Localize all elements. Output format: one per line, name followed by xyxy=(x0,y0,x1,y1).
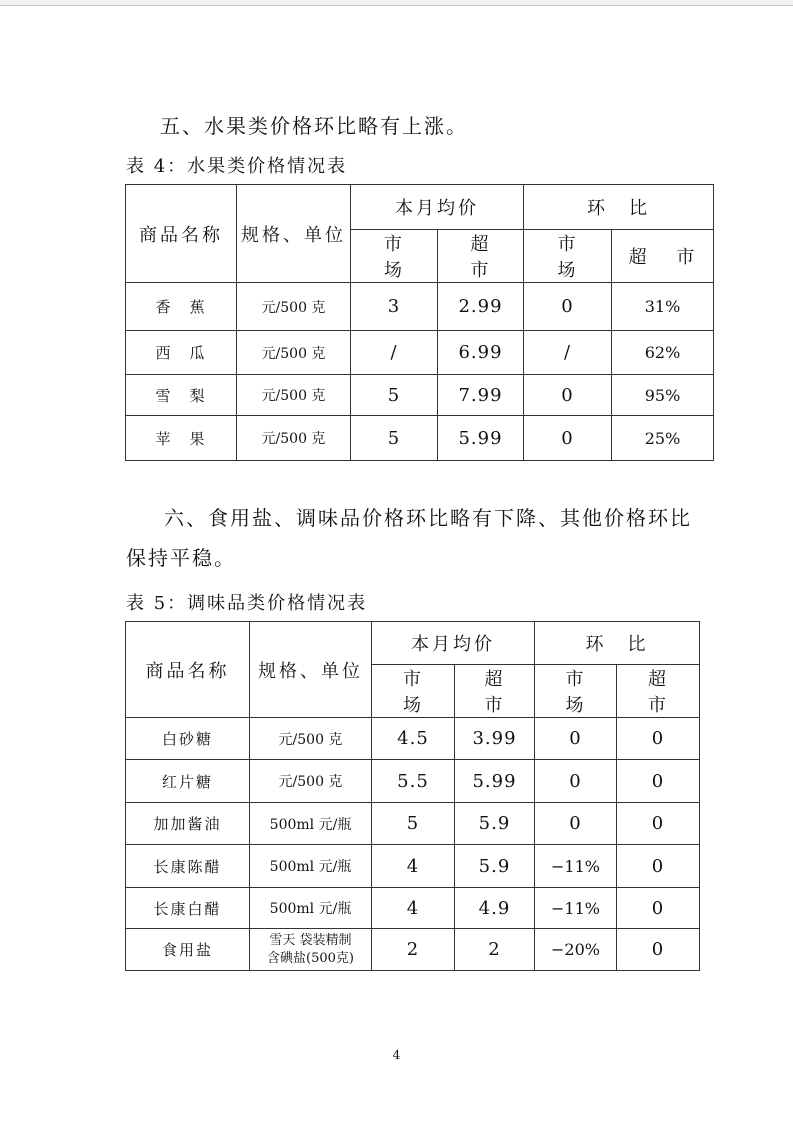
market-price: 5 xyxy=(351,416,438,461)
supermarket-price: 5.9 xyxy=(455,803,535,845)
table-row xyxy=(126,929,700,971)
seasoning-price-table xyxy=(125,621,700,971)
spec-unit: 500ml 元/瓶 xyxy=(250,845,372,888)
table-row xyxy=(126,760,700,803)
product-name: 红片糖 xyxy=(126,760,250,803)
product-name: 食用盐 xyxy=(126,929,250,971)
supermarket-price: 2 xyxy=(455,929,535,971)
subheader-market: 市 场 xyxy=(351,230,438,283)
market-mom: 0 xyxy=(524,416,612,461)
spec-unit: 元/500 克 xyxy=(237,331,351,375)
market-mom: −20% xyxy=(535,929,617,971)
supermarket-mom: 25% xyxy=(612,416,714,461)
product-name: 长康白醋 xyxy=(126,888,250,929)
spec-unit: 元/500 克 xyxy=(250,760,372,803)
supermarket-mom: 0 xyxy=(617,888,700,929)
market-price: / xyxy=(351,331,438,375)
header-month-on-month: 环 比 xyxy=(524,185,714,230)
product-name: 苹 果 xyxy=(126,416,237,461)
subheader-supermarket-mom: 超 市 xyxy=(612,230,714,283)
table5-caption: 表 5：调味品类价格情况表 xyxy=(126,593,368,614)
table-row xyxy=(126,803,700,845)
section6-heading-line1: 六、食用盐、调味品价格环比略有下降、其他价格环比 xyxy=(164,506,692,530)
supermarket-price: 7.99 xyxy=(438,375,524,416)
product-name: 长康陈醋 xyxy=(126,845,250,888)
product-name: 加加酱油 xyxy=(126,803,250,845)
scan-edge xyxy=(0,0,793,6)
supermarket-mom: 0 xyxy=(617,718,700,760)
market-mom: 0 xyxy=(535,760,617,803)
table-row xyxy=(126,375,714,416)
spec-unit: 元/500 克 xyxy=(237,416,351,461)
supermarket-mom: 0 xyxy=(617,760,700,803)
supermarket-price: 3.99 xyxy=(455,718,535,760)
supermarket-price: 5.99 xyxy=(438,416,524,461)
subheader-market-mom: 市 场 xyxy=(524,230,612,283)
market-mom: −11% xyxy=(535,845,617,888)
supermarket-mom: 0 xyxy=(617,845,700,888)
spec-unit: 元/500 克 xyxy=(250,718,372,760)
market-mom: 0 xyxy=(524,283,612,331)
market-price: 2 xyxy=(372,929,455,971)
subheader-supermarket: 超 市 xyxy=(438,230,524,283)
section6-heading-line2: 保持平稳。 xyxy=(126,546,236,570)
spec-unit: 元/500 克 xyxy=(237,375,351,416)
spec-unit: 元/500 克 xyxy=(237,283,351,331)
table-row xyxy=(126,845,700,888)
header-monthly-average: 本月均价 xyxy=(372,622,535,665)
spec-line-1: 雪天 袋装精制 xyxy=(269,932,352,948)
market-mom: 0 xyxy=(535,803,617,845)
table-row xyxy=(126,718,700,760)
header-spec-unit: 规格、单位 xyxy=(237,185,351,283)
supermarket-price: 5.99 xyxy=(455,760,535,803)
market-price: 4 xyxy=(372,845,455,888)
market-mom: / xyxy=(524,331,612,375)
market-mom: 0 xyxy=(535,718,617,760)
market-mom: −11% xyxy=(535,888,617,929)
spec-unit xyxy=(250,929,372,971)
market-price: 3 xyxy=(351,283,438,331)
table-row xyxy=(126,888,700,929)
product-name: 白砂糖 xyxy=(126,718,250,760)
table-row xyxy=(126,416,714,461)
product-name: 雪 梨 xyxy=(126,375,237,416)
supermarket-mom: 31% xyxy=(612,283,714,331)
header-monthly-average: 本月均价 xyxy=(351,185,524,230)
table-row xyxy=(126,331,714,375)
spec-unit: 500ml 元/瓶 xyxy=(250,888,372,929)
supermarket-price: 5.9 xyxy=(455,845,535,888)
header-spec-unit: 规格、单位 xyxy=(250,622,372,718)
supermarket-mom: 0 xyxy=(617,929,700,971)
subheader-supermarket-mom: 超 市 xyxy=(617,665,700,718)
table-header-row xyxy=(126,185,714,230)
supermarket-price: 4.9 xyxy=(455,888,535,929)
page-number: 4 xyxy=(392,1048,401,1062)
section5-heading: 五、水果类价格环比略有上涨。 xyxy=(160,114,468,138)
spec-unit: 500ml 元/瓶 xyxy=(250,803,372,845)
supermarket-price: 2.99 xyxy=(438,283,524,331)
spec-line-2: 含碘盐(500克) xyxy=(267,950,354,966)
product-name: 西 瓜 xyxy=(126,331,237,375)
table4-caption: 表 4：水果类价格情况表 xyxy=(126,156,348,177)
header-product-name: 商品名称 xyxy=(126,622,250,718)
market-mom: 0 xyxy=(524,375,612,416)
product-name: 香 蕉 xyxy=(126,283,237,331)
header-product-name: 商品名称 xyxy=(126,185,237,283)
subheader-market-mom: 市 场 xyxy=(535,665,617,718)
table-header-row xyxy=(126,622,700,665)
supermarket-price: 6.99 xyxy=(438,331,524,375)
table-row xyxy=(126,283,714,331)
market-price: 4.5 xyxy=(372,718,455,760)
supermarket-mom: 95% xyxy=(612,375,714,416)
market-price: 5 xyxy=(351,375,438,416)
subheader-supermarket: 超 市 xyxy=(455,665,535,718)
market-price: 4 xyxy=(372,888,455,929)
supermarket-mom: 62% xyxy=(612,331,714,375)
subheader-market: 市 场 xyxy=(372,665,455,718)
supermarket-mom: 0 xyxy=(617,803,700,845)
market-price: 5 xyxy=(372,803,455,845)
header-month-on-month: 环 比 xyxy=(535,622,700,665)
market-price: 5.5 xyxy=(372,760,455,803)
fruit-price-table xyxy=(125,184,714,461)
